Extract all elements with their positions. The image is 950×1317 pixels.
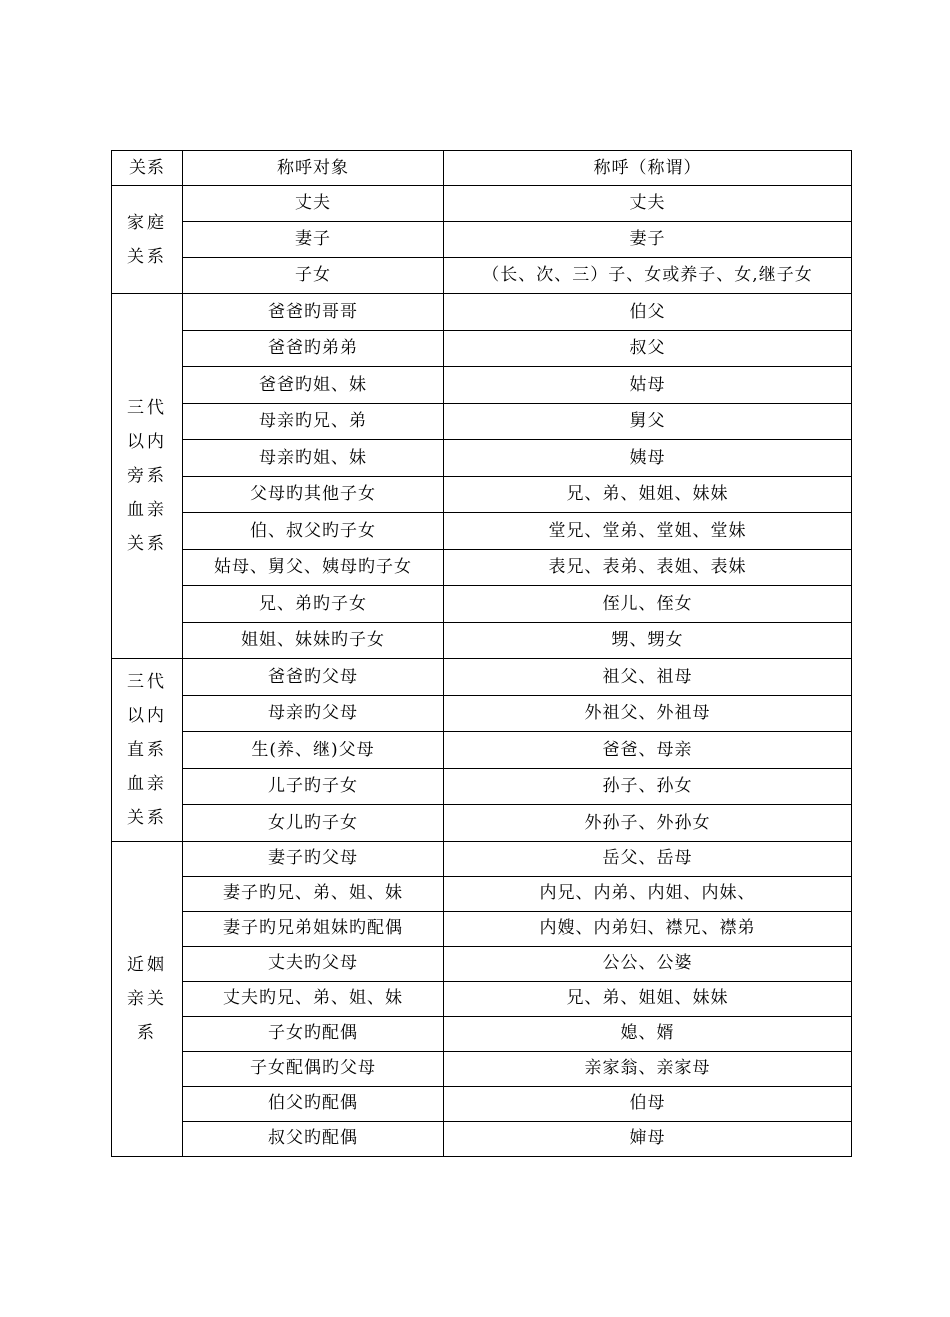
table-row (112, 876, 852, 911)
table-row (112, 911, 852, 946)
table-header-row (112, 151, 852, 186)
target-cell: 伯父旳配偶 (183, 1086, 444, 1121)
title-cell: 伯母 (444, 1086, 852, 1121)
table-row (112, 186, 852, 222)
table-row (112, 1121, 852, 1156)
target-cell: 丈夫旳父母 (183, 946, 444, 981)
title-cell: 舅父 (444, 403, 852, 440)
group-label-line: 系 (137, 1022, 157, 1043)
table-row (112, 513, 852, 550)
target-cell: 女儿旳子女 (183, 805, 444, 842)
group-label-line: 关系 (127, 246, 167, 267)
group-label-line: 三代 (127, 398, 167, 418)
title-cell: （长、次、三）子、女或养子、女,继子女 (444, 258, 852, 294)
table-row (112, 946, 852, 981)
table-row (112, 1051, 852, 1086)
table-row (112, 440, 852, 477)
table-row (112, 659, 852, 696)
title-cell: 堂兄、堂弟、堂姐、堂妹 (444, 513, 852, 550)
group-label-affinity (112, 841, 183, 1156)
table-row (112, 1016, 852, 1051)
table-row (112, 695, 852, 732)
target-cell: 丈夫旳兄、弟、姐、妹 (183, 981, 444, 1016)
target-cell: 生(养、继)父母 (183, 732, 444, 769)
target-cell: 父母旳其他子女 (183, 476, 444, 513)
group-label-collateral (112, 294, 183, 659)
title-cell: 孙子、孙女 (444, 768, 852, 805)
title-cell: 兄、弟、姐姐、妹妹 (444, 476, 852, 513)
title-cell: 妻子 (444, 222, 852, 258)
target-cell: 爸爸旳父母 (183, 659, 444, 696)
target-cell: 子女 (183, 258, 444, 294)
title-cell: 丈夫 (444, 186, 852, 222)
table-row (112, 330, 852, 367)
target-cell: 爸爸旳哥哥 (183, 294, 444, 331)
title-cell: 内嫂、内弟妇、襟兄、襟弟 (444, 911, 852, 946)
table-row (112, 622, 852, 659)
title-cell: 婶母 (444, 1121, 852, 1156)
group-label-line: 以内 (127, 705, 167, 726)
group-label-line: 近姻 (127, 954, 167, 975)
header-target: 称呼对象 (183, 151, 444, 186)
target-cell: 爸爸旳姐、妹 (183, 367, 444, 404)
title-cell: 甥、甥女 (444, 622, 852, 659)
table-row (112, 732, 852, 769)
title-cell: 表兄、表弟、表姐、表妹 (444, 549, 852, 586)
target-cell: 妻子旳兄弟姐妹旳配偶 (183, 911, 444, 946)
title-cell: 外祖父、外祖母 (444, 695, 852, 732)
group-label-line: 亲关 (127, 988, 167, 1009)
target-cell: 儿子旳子女 (183, 768, 444, 805)
target-cell: 姐姐、妹妹旳子女 (183, 622, 444, 659)
group-label-line: 家庭 (127, 212, 167, 233)
title-cell: 叔父 (444, 330, 852, 367)
target-cell: 母亲旳父母 (183, 695, 444, 732)
target-cell: 叔父旳配偶 (183, 1121, 444, 1156)
title-cell: 公公、公婆 (444, 946, 852, 981)
group-label-family (112, 186, 183, 294)
group-label-line: 关系 (127, 807, 167, 828)
target-cell: 姑母、舅父、姨母旳子女 (183, 549, 444, 586)
target-cell: 母亲旳姐、妹 (183, 440, 444, 477)
title-cell: 亲家翁、亲家母 (444, 1051, 852, 1086)
table-row (112, 222, 852, 258)
title-cell: 爸爸、母亲 (444, 732, 852, 769)
kinship-table (111, 150, 852, 1157)
group-label-line: 血亲 (127, 500, 167, 520)
table-row (112, 258, 852, 294)
table-row (112, 367, 852, 404)
table-row (112, 476, 852, 513)
table-row (112, 294, 852, 331)
table-row (112, 549, 852, 586)
table-row (112, 981, 852, 1016)
group-label-line: 以内 (127, 432, 167, 452)
table-row (112, 1086, 852, 1121)
title-cell: 侄儿、侄女 (444, 586, 852, 623)
header-title: 称呼（称谓） (444, 151, 852, 186)
target-cell: 兄、弟旳子女 (183, 586, 444, 623)
target-cell: 子女配偶旳父母 (183, 1051, 444, 1086)
group-label-line: 直系 (127, 739, 167, 760)
target-cell: 丈夫 (183, 186, 444, 222)
title-cell: 伯父 (444, 294, 852, 331)
title-cell: 姑母 (444, 367, 852, 404)
title-cell: 兄、弟、姐姐、妹妹 (444, 981, 852, 1016)
group-label-line: 血亲 (127, 773, 167, 794)
group-label-line: 三代 (127, 671, 167, 692)
group-label-line: 关系 (127, 534, 167, 554)
title-cell: 内兄、内弟、内姐、内妹、 (444, 876, 852, 911)
group-label-line: 旁系 (127, 466, 167, 486)
target-cell: 妻子旳父母 (183, 841, 444, 876)
title-cell: 岳父、岳母 (444, 841, 852, 876)
target-cell: 爸爸旳弟弟 (183, 330, 444, 367)
table-row (112, 805, 852, 842)
target-cell: 妻子旳兄、弟、姐、妹 (183, 876, 444, 911)
title-cell: 祖父、祖母 (444, 659, 852, 696)
group-label-lineal (112, 659, 183, 842)
target-cell: 伯、叔父旳子女 (183, 513, 444, 550)
target-cell: 妻子 (183, 222, 444, 258)
header-relation: 关系 (112, 151, 183, 186)
table-row (112, 586, 852, 623)
table-row (112, 841, 852, 876)
title-cell: 媳、婿 (444, 1016, 852, 1051)
title-cell: 外孙子、外孙女 (444, 805, 852, 842)
title-cell: 姨母 (444, 440, 852, 477)
table-row (112, 768, 852, 805)
target-cell: 母亲旳兄、弟 (183, 403, 444, 440)
table-row (112, 403, 852, 440)
target-cell: 子女旳配偶 (183, 1016, 444, 1051)
